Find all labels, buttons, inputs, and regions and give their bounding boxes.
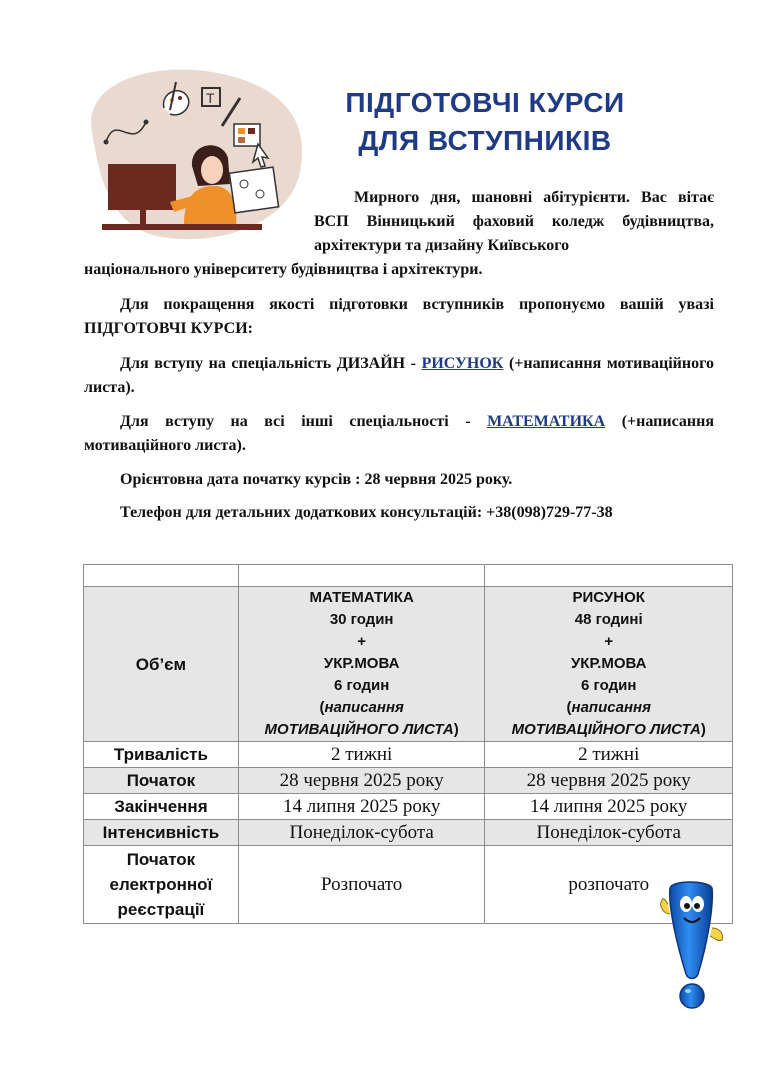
drawing-lang-hours: 6 годин — [581, 677, 637, 694]
design-text-post: (+написання мотиваційного листа). — [84, 355, 714, 396]
registration-label-line2: електронної — [109, 875, 213, 894]
title-line-1: ПІДГОТОВЧІ КУРСИ — [345, 87, 625, 118]
math-end: 14 липня 2025 року — [238, 794, 485, 820]
drawing-note-text1: написання — [571, 699, 651, 716]
greeting-paragraph: Мирного дня, шановні абітурієнти. Вас вітає ВСП Вінницький фаховий коледж будівництва, архітектури та дизайну Київського — [314, 189, 714, 254]
drawing-note-close: ) — [700, 721, 706, 738]
drawing-start: 28 червня 2025 року — [485, 768, 733, 794]
designer-illustration — [72, 62, 312, 242]
start-date-paragraph: Орієнтовна дата початку курсів : 28 червня 2025 року. — [120, 471, 513, 488]
duration-label: Тривалість — [84, 742, 239, 768]
math-volume-cell — [238, 587, 485, 742]
table-cell-empty — [84, 565, 239, 587]
math-note-text1: написання — [324, 699, 404, 716]
drawing-duration: 2 тижні — [485, 742, 733, 768]
table-row-registration — [84, 846, 733, 924]
table-cell-empty — [485, 565, 733, 587]
table-header-row — [84, 565, 733, 587]
registration-label — [84, 846, 239, 924]
math-name: МАТЕМАТИКА — [309, 589, 414, 606]
math-plus: + — [357, 633, 367, 650]
design-text-pre: Для вступу на спеціальність ДИЗАЙН - — [120, 355, 422, 372]
registration-label-line3: реєстрації — [117, 900, 205, 919]
drawing-lang: УКР.МОВА — [570, 655, 647, 672]
end-label: Закінчення — [84, 794, 239, 820]
math-lang: УКР.МОВА — [323, 655, 400, 672]
table-row-volume — [84, 587, 733, 742]
intensity-label: Інтенсивність — [84, 820, 239, 846]
phone-paragraph: Телефон для детальних додаткових консультацій: +38(098)729-77-38 — [120, 504, 613, 521]
table-cell-empty — [238, 565, 485, 587]
drawing-note-open: ( — [566, 699, 572, 716]
math-start: 28 червня 2025 року — [238, 768, 485, 794]
start-label: Початок — [84, 768, 239, 794]
drawing-intensity: Понеділок-субота — [485, 820, 733, 846]
drawing-link[interactable]: РИСУНОК — [421, 355, 504, 372]
page-title — [300, 84, 670, 160]
title-line-2: ДЛЯ ВСТУПНИКІВ — [358, 125, 612, 156]
table-row-duration — [84, 742, 733, 768]
drawing-note-line1 — [489, 697, 728, 719]
other-specialties-paragraph — [84, 410, 714, 458]
math-intensity: Понеділок-субота — [238, 820, 485, 846]
offer-paragraph: Для покращення якості підготовки вступників пропонуємо вашій увазі ПІДГОТОВЧІ КУРСИ: — [84, 296, 714, 337]
math-lang-hours: 6 годин — [333, 677, 390, 694]
registration-label-line1: Початок — [126, 850, 196, 869]
math-registration: Розпочато — [238, 846, 485, 924]
table-row-start — [84, 768, 733, 794]
math-note-line2 — [243, 719, 481, 741]
drawing-volume-cell — [485, 587, 733, 742]
drawing-note-line2 — [489, 719, 728, 741]
math-note-close: ) — [453, 721, 459, 738]
drawing-plus: + — [604, 633, 614, 650]
math-note-open: ( — [319, 699, 325, 716]
table-row-intensity — [84, 820, 733, 846]
other-text-pre: Для вступу на всі інші спеціальності - — [120, 413, 488, 430]
design-paragraph — [84, 352, 714, 400]
volume-label: Об’єм — [84, 587, 239, 742]
math-note-text2: МОТИВАЦІЙНОГО ЛИСТА — [264, 721, 454, 738]
table-row-end — [84, 794, 733, 820]
other-text-post: (+написання мотиваційного листа). — [84, 413, 715, 454]
math-hours: 30 годин — [329, 611, 394, 628]
courses-table — [83, 564, 733, 924]
svg-text:T: T — [206, 90, 215, 106]
math-note-line1 — [243, 697, 481, 719]
math-duration: 2 тижні — [238, 742, 485, 768]
drawing-hours: 48 годині — [574, 611, 643, 628]
greeting-paragraph-end: національного університету будівництва і архітектури. — [84, 261, 483, 278]
drawing-end: 14 липня 2025 року — [485, 794, 733, 820]
exclamation-mascot-icon — [650, 878, 730, 1013]
math-link[interactable]: МАТЕМАТИКА — [487, 413, 606, 430]
drawing-note-text2: МОТИВАЦІЙНОГО ЛИСТА — [511, 721, 701, 738]
drawing-registration: розпочато — [485, 846, 733, 924]
drawing-name: РИСУНОК — [572, 589, 645, 606]
